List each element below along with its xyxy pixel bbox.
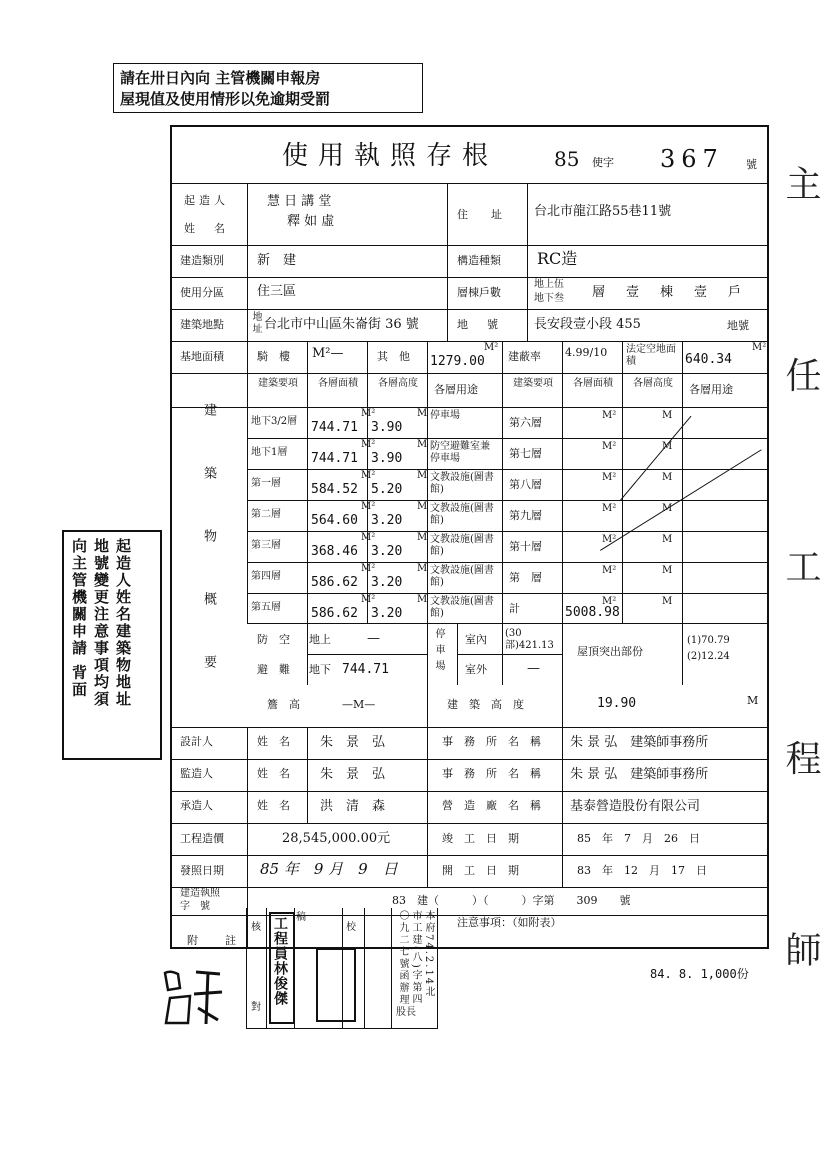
floor-height-unit: M: [417, 408, 428, 419]
owner-row: [172, 183, 767, 246]
floor-name: 第一層: [251, 478, 281, 489]
floor-height-unit: M: [417, 501, 428, 512]
zone-row: [172, 277, 767, 310]
outdoor-val: —: [527, 661, 540, 676]
other-value: 1279.00: [430, 354, 485, 369]
license-year: 85: [554, 147, 580, 171]
floor-name: 第五層: [251, 602, 281, 613]
floors-below: 地下叁: [534, 293, 564, 304]
build-type-row: [172, 245, 767, 278]
floor-name: 地下1層: [251, 447, 288, 458]
zone-label: 使用分區: [180, 286, 224, 299]
total-area: 5008.98: [565, 605, 620, 620]
col-draft: 稿: [296, 912, 306, 923]
outdoor-label: 室外: [465, 663, 487, 676]
height-label: 建 築 高 度: [447, 698, 524, 711]
start-label: 開 工 日 期: [442, 864, 519, 877]
right-margin-chars: 主 任 工 程 師: [780, 165, 821, 1039]
floor-row: [247, 469, 767, 501]
eave-row: [247, 685, 767, 727]
page-title: 使用執照存根: [282, 141, 499, 171]
person-row: [172, 791, 767, 824]
floor-use: 文教設施(圖書館): [430, 565, 494, 588]
person-name-label: 姓 名: [257, 735, 290, 748]
top-notice-line1: 請在卅日內向 主管機關申報房: [120, 69, 321, 87]
col-check: 核: [251, 922, 261, 933]
person-name: 洪 清 森: [320, 799, 386, 814]
floor-area-unit: M²: [361, 501, 376, 512]
shelter-above: 地上: [309, 633, 331, 646]
floor-area-unit-r: M²: [602, 410, 617, 421]
floor-name: 第四層: [251, 571, 281, 582]
indoor-label: 室內: [465, 633, 487, 646]
struct-value: RC造: [537, 249, 578, 268]
floor-height-unit-r: M: [662, 534, 673, 545]
arcade-label: 騎 樓: [257, 350, 290, 363]
floor-height-unit-r: M: [662, 410, 673, 421]
floor-height-unit-r: M: [662, 503, 673, 514]
hdr-height-r: 各層高度: [633, 378, 673, 389]
lot-label: 地 號: [457, 318, 502, 331]
side-notice: [62, 530, 162, 760]
col-verify: 對: [251, 1002, 261, 1013]
owner-label: 起造人: [184, 194, 229, 207]
area-row: [172, 341, 767, 374]
shelter-label1: 防 空: [257, 633, 290, 646]
floor-row: [247, 407, 767, 439]
floor-area-unit-r: M²: [602, 534, 617, 545]
hdr-use: 各層用途: [434, 383, 478, 396]
floor-use: 防空避難室兼停車場: [430, 441, 490, 464]
permit-value: 83 建（ ）（ ）字第 309 號: [392, 894, 631, 907]
floor-height-unit-r: M: [662, 596, 673, 607]
floor-name-right: 第九層: [509, 509, 542, 522]
floors-value: 層 壹 棟 壹 戶: [592, 285, 746, 300]
build-type-value: 新 建: [257, 253, 297, 268]
other-unit: M²: [484, 342, 499, 353]
approval-stamps: [246, 908, 456, 1028]
floor-area: 368.46: [311, 544, 358, 559]
floor-height: 3.90: [371, 420, 403, 435]
floor-row: [247, 438, 767, 470]
start-value: 83 年 12 月 17 日: [577, 864, 707, 877]
hdr-item: 建築要項: [258, 378, 298, 389]
floor-height: 3.20: [371, 513, 403, 528]
side-notice-text: 起造人姓名建築物地址地號變更注意事項均須向主管機關申請 背面: [70, 538, 132, 708]
person-name-label: 姓 名: [257, 799, 290, 812]
roof2: (2)12.24: [687, 651, 730, 662]
cost-row: [172, 823, 767, 856]
finish-value: 85 年 7 月 26 日: [577, 832, 700, 845]
floor-use: 停車場: [430, 410, 460, 421]
person-office: 朱 景 弘 建築師事務所: [570, 735, 709, 750]
floor-height: 3.90: [371, 451, 403, 466]
floor-area-unit: M²: [361, 532, 376, 543]
height-unit: M: [747, 694, 759, 707]
eave-label: 簷 高: [267, 698, 300, 711]
floor-height: 3.20: [371, 575, 403, 590]
floor-row: [247, 500, 767, 532]
print-info: 84. 8. 1,000份: [650, 967, 749, 981]
shelter-below-val: 744.71: [342, 662, 389, 677]
hdr-area: 各層面積: [318, 378, 358, 389]
site-address: 台北市中山區朱崙街 36 號: [264, 317, 419, 332]
lot-value: 長安段壹小段 455: [534, 317, 641, 332]
person-role: 監造人: [180, 767, 213, 780]
left-seal: [160, 968, 226, 1028]
ratio-label: 建蔽率: [508, 350, 541, 363]
floor-area-unit: M²: [361, 439, 376, 450]
floor-area: 586.62: [311, 575, 358, 590]
floor-name-right: 第十層: [509, 540, 542, 553]
parking-label: 停車場: [433, 628, 444, 676]
floor-name-right: 第八層: [509, 478, 542, 491]
license-table: [170, 125, 769, 949]
chief-label: 股長: [396, 1007, 416, 1018]
legal-value: 640.34: [685, 352, 732, 367]
license-number: 367: [660, 145, 724, 173]
floor-name-right: 第七層: [509, 447, 542, 460]
notes-label: 附 註: [187, 934, 244, 947]
zone-value: 住三區: [257, 284, 297, 299]
floor-row: [247, 562, 767, 594]
floor-name: 地下3/2層: [251, 416, 298, 427]
col-proof: 校: [346, 922, 356, 933]
person-office-label: 營 造 廠 名 稱: [442, 799, 541, 812]
regulation-text: 本府74.2.14北市工建(八)字第四〇九二七號函辦理: [397, 910, 434, 1006]
floor-use: 文教設施(圖書館): [430, 534, 494, 557]
owner-address-label: 住 址: [457, 208, 508, 221]
shelter-above-val: —: [367, 631, 380, 646]
person-name-label: 姓 名: [257, 767, 290, 780]
license-word: 使字: [592, 156, 614, 169]
floor-name-right: 第六層: [509, 416, 542, 429]
floor-area-unit-r: M²: [602, 441, 617, 452]
inspector-name: 工程員林俊傑: [272, 916, 288, 1006]
floor-use: 文教設施(圖書館): [430, 596, 494, 619]
building-side-label: 建築物概要: [201, 403, 216, 718]
floor-area-unit: M²: [361, 594, 376, 605]
cost-value: 28,545,000.00元: [282, 831, 391, 846]
floor-area-unit-r: M²: [602, 503, 617, 514]
hdr-height: 各層高度: [378, 378, 418, 389]
license-suffix: 號: [746, 158, 757, 171]
floor-use: 文教設施(圖書館): [430, 472, 494, 495]
floor-height-unit: M: [417, 439, 428, 450]
floor-area-unit-r: M²: [602, 472, 617, 483]
floor-height-unit: M: [417, 532, 428, 543]
floor-height-unit: M: [417, 470, 428, 481]
issue-value: 85 年 9 月 9 日: [260, 860, 398, 878]
floor-height: 5.20: [371, 482, 403, 497]
floors-above: 地上伍: [534, 279, 564, 290]
permit-label1: 建造執照: [180, 888, 220, 899]
person-name: 朱 景 弘: [320, 735, 386, 750]
floor-area-unit-r: M²: [602, 596, 617, 607]
legal-label: 法定空地面積: [626, 344, 676, 367]
inspector-stamp: [269, 912, 295, 1024]
struct-label: 構造種類: [457, 254, 501, 267]
site-sublabel: 地址: [250, 311, 261, 335]
roof-label: 屋頂突出部份: [577, 645, 643, 658]
floor-area: 584.52: [311, 482, 358, 497]
floors-label: 層棟戶數: [457, 286, 501, 299]
area-label: 基地面積: [180, 350, 224, 363]
person-office: 基泰營造股份有限公司: [570, 799, 701, 814]
lot-suffix: 地號: [727, 319, 749, 332]
floor-area: 564.60: [311, 513, 358, 528]
cost-label: 工程造價: [180, 832, 224, 845]
site-label: 建築地點: [180, 318, 224, 331]
indoor-val: (30部)421.13: [505, 628, 554, 651]
other-label: 其 他: [377, 350, 410, 363]
hdr-item-r: 建築要項: [513, 378, 553, 389]
floor-name: 第二層: [251, 509, 281, 520]
floor-name-right: 計: [509, 602, 520, 615]
notes-text: 注意事項：（如附表）: [457, 916, 562, 929]
hdr-area-r: 各層面積: [573, 378, 613, 389]
roof1: (1)70.79: [687, 635, 730, 646]
floor-height-unit: M: [417, 594, 428, 605]
height-value: 19.90: [597, 696, 637, 711]
person-role: 承造人: [180, 799, 213, 812]
person-role: 設計人: [180, 735, 213, 748]
ratio-value: 4.99/10: [565, 346, 608, 359]
floor-area-unit-r: M²: [602, 565, 617, 576]
building-section: [172, 373, 767, 728]
arcade-value: M²—: [312, 346, 344, 361]
floor-height-unit: M: [417, 563, 428, 574]
legal-unit: M²: [752, 342, 767, 353]
floor-name-right: 第 層: [509, 571, 542, 584]
hdr-use-r: 各層用途: [689, 383, 733, 396]
person-name: 朱 景 弘: [320, 767, 386, 782]
floor-height-unit-r: M: [662, 472, 673, 483]
floor-area: 744.71: [311, 451, 358, 466]
top-notice-line2: 屋現值及使用情形以免逾期受罰: [120, 90, 331, 108]
floor-height: 3.20: [371, 606, 403, 621]
eave-value: —M—: [342, 698, 376, 711]
person-row: [172, 759, 767, 792]
owner-name2: 釋 如 虛: [287, 214, 335, 229]
floor-name: 第三層: [251, 540, 281, 551]
top-notice: [113, 63, 423, 113]
finish-label: 竣 工 日 期: [442, 832, 519, 845]
title-row: [172, 127, 767, 184]
permit-label2: 字 號: [180, 901, 210, 912]
person-office: 朱 景 弘 建築師事務所: [570, 767, 709, 782]
floor-height-unit-r: M: [662, 441, 673, 452]
shelter-label2: 避 難: [257, 663, 290, 676]
owner-label2: 姓 名: [184, 222, 229, 235]
floor-use: 文教設施(圖書館): [430, 503, 494, 526]
issue-label: 發照日期: [180, 864, 224, 877]
owner-address: 台北市龍江路55巷11號: [534, 204, 672, 219]
floor-area: 744.71: [311, 420, 358, 435]
floor-area-unit: M²: [361, 563, 376, 574]
shelter-block: [247, 623, 767, 687]
site-row: [172, 309, 767, 342]
person-office-label: 事 務 所 名 稱: [442, 767, 541, 780]
owner-name1: 慧 日 講 堂: [267, 194, 332, 209]
issue-row: [172, 855, 767, 888]
floor-area-unit: M²: [361, 470, 376, 481]
floor-height: 3.20: [371, 544, 403, 559]
floor-row: [247, 531, 767, 563]
chief-seal: [316, 948, 356, 1022]
shelter-below: 地下: [309, 663, 331, 676]
floor-area-unit: M²: [361, 408, 376, 419]
floor-area: 586.62: [311, 606, 358, 621]
person-office-label: 事 務 所 名 稱: [442, 735, 541, 748]
floor-row: [247, 593, 767, 625]
floor-height-unit-r: M: [662, 565, 673, 576]
person-row: [172, 727, 767, 760]
build-type-label: 建造類別: [180, 254, 224, 267]
